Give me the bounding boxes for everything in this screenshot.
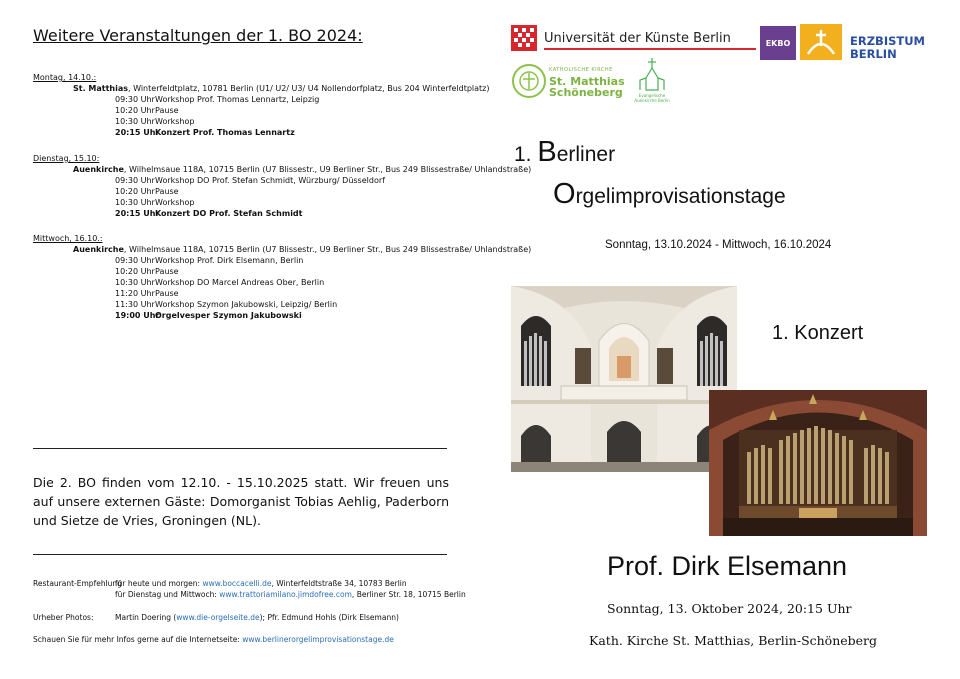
next-year-announcement: Die 2. BO finden vom 12.10. - 15.10.2025 statt. Wir freuen uns auf unsere externen Gäste: Domorganist Tobias Aehlig, Paderborn und Sietze de Vries, Groningen (NL). [33, 475, 449, 528]
restaurant-link-1[interactable]: www.boccacelli.de [202, 579, 272, 588]
schedule-row: 09:30 UhrWorkshop Prof. Thomas Lennartz, Leipzig [115, 95, 320, 104]
venue-line: Auenkirche, Wilhelmsaue 118A, 10715 Berlin (U7 Blissestr., U9 Berliner Str., Bus 249 Blissestraße/ Uhlandstraße) [73, 165, 532, 174]
schedule-row: 10:20 UhrPause [115, 187, 179, 196]
performer-name: Prof. Dirk Elsemann [607, 551, 848, 581]
day-block-tuesday [33, 153, 532, 219]
festival-title-line-1: 1. Berliner [514, 136, 616, 168]
st-matthias-logo-text: KATHOLISCHE KIRCHE St. Matthias Schöneberg [549, 67, 625, 99]
concert-venue: Kath. Kirche St. Matthias, Berlin-Schöneberg [589, 633, 878, 648]
organ-photo [709, 390, 927, 536]
schedule-row: 10:30 UhrWorkshop [115, 117, 195, 126]
more-info-line: Schauen Sie für mehr Infos gerne auf die Internetseite: www.berlinerorgelimprovisationstage.de [33, 635, 394, 644]
concert-date: Sonntag, 13. Oktober 2024, 20:15 Uhr [607, 601, 852, 616]
photo-credits: Urheber Photos: Martin Doering (www.die-orgelseite.de); Pfr. Edmund Hohls (Dirk Elsemann) [33, 613, 399, 622]
schedule-row: 11:30 UhrWorkshop Szymon Jakubowski, Leipzig/ Berlin [115, 300, 338, 309]
venue-line: Auenkirche, Wilhelmsaue 118A, 10715 Berlin (U7 Blissestr., U9 Berliner Str., Bus 249 Blissestraße/ Uhlandstraße) [73, 245, 532, 254]
day-label: Mittwoch, 16.10.: [33, 234, 103, 243]
website-link[interactable]: www.berlinerorgelimprovisationstage.de [242, 635, 394, 644]
concert-number: 1. Konzert [772, 322, 864, 344]
venue-line: St. Matthias, Winterfeldtplatz, 10781 Berlin (U1/ U2/ U3/ U4 Nollendorfplatz, Bus 204 Winterfeldtplatz) [73, 84, 490, 93]
schedule-row-concert: 20:15 UhrKonzert DO Prof. Stefan Schmidt [115, 209, 303, 218]
schedule-row-concert: 20:15 UhrKonzert Prof. Thomas Lennartz [115, 128, 295, 137]
auenkirche-logo-text: Evangelische Auenkirche Berlin [634, 93, 670, 103]
erzbistum-logo-text: ERZBISTUM BERLIN [850, 34, 926, 61]
festival-dates: Sonntag, 13.10.2024 - Mittwoch, 16.10.2024 [605, 239, 832, 251]
photo-credits-link[interactable]: www.die-orgelseite.de [176, 613, 260, 622]
schedule-row-concert: 19:00 UhrOrgelvesper Szymon Jakubowski [115, 311, 302, 320]
day-block-monday [33, 72, 490, 138]
day-label: Montag, 14.10.: [33, 73, 97, 82]
st-matthias-logo-mark [512, 64, 546, 98]
schedule-row: 10:20 UhrPause [115, 267, 179, 276]
erzbistum-logo-mark [800, 24, 842, 60]
schedule-row: 10:30 UhrWorkshop [115, 198, 195, 207]
day-block-wednesday [33, 233, 532, 321]
udk-logo-text: Universität der Künste Berlin [544, 31, 731, 46]
church-interior-photo [511, 286, 737, 472]
divider [33, 448, 447, 449]
udk-logo-mark [511, 25, 537, 51]
schedule-row: 10:20 UhrPause [115, 106, 179, 115]
ekbo-logo: EKBO [760, 26, 796, 60]
restaurant-label: Restaurant-Empfehlung [33, 579, 122, 588]
schedule-row: 10:30 UhrWorkshop DO Marcel Andreas Ober, Berlin [115, 278, 325, 287]
day-label: Dienstag, 15.10: [33, 154, 100, 163]
udk-logo-rule [544, 48, 756, 50]
schedule-row: 09:30 UhrWorkshop Prof. Dirk Elsemann, Berlin [115, 256, 304, 265]
schedule-row: 11:20 UhrPause [115, 289, 179, 298]
restaurant-recommendation: Restaurant-Empfehlungfür heute und morgen: www.boccacelli.de, Winterfeldtstraße 34, 10783 Berlin für Dienstag und Mittwoch: www.trattoriamilano.jimdofree.com, Berliner Str. 18, 10715 Berlin [33, 579, 466, 599]
festival-title-line-2: Orgelimprovisationstage [553, 178, 786, 210]
photo-credits-label: Urheber Photos: [33, 613, 94, 622]
program-heading: Weitere Veranstaltungen der 1. BO 2024: [33, 26, 363, 45]
restaurant-link-2[interactable]: www.trattoriamilano.jimdofree.com [219, 590, 352, 599]
divider [33, 554, 447, 555]
schedule-row: 09:30 UhrWorkshop DO Prof. Stefan Schmidt, Würzburg/ Düsseldorf [115, 176, 385, 185]
